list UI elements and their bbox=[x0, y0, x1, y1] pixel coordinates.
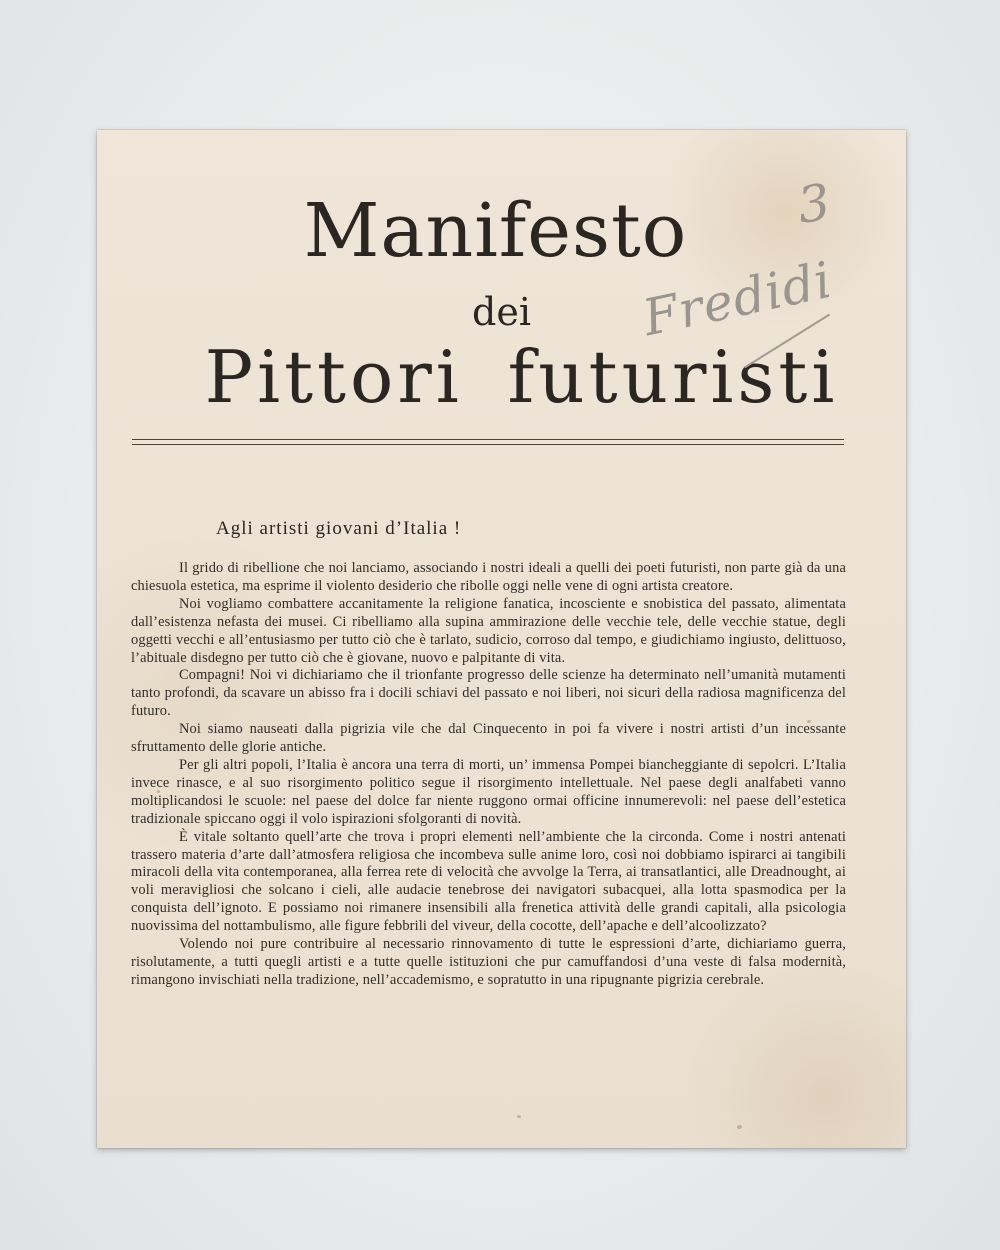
foxing-spot bbox=[517, 1115, 521, 1118]
foxing-spot bbox=[807, 720, 811, 723]
handwritten-number: 3 bbox=[794, 173, 834, 235]
paragraph: Il grido di ribellione che noi lanciamo, associando i nostri ideali a quelli dei poeti futuristi, non parte già da una chiesuola estetica, ma esprime il violento desiderio che ribolle oggi nelle vene di ogni artista creatore. bbox=[131, 560, 846, 594]
title-pittori-futuristi: Pittori futuristi bbox=[204, 335, 839, 419]
paragraph: Noi vogliamo combattere accanitamente la religione fanatica, incosciente e snobistica del passato, alimentata dall’esistenza nefasta dei musei. Ci ribelliamo alla supina ammirazione delle vecchie tele, delle vecchie statue, degli oggetti vecchi e all’entusiasmo per tutto ciò che è tarlato, sudicio, corroso dal tempo, e giudichiamo ingiusto, delittuoso, l’abituale disdegno per tutto ciò che è giovane, nuovo e palpitante di vita. bbox=[131, 595, 846, 666]
foxing-spot bbox=[157, 790, 160, 793]
paragraph: Noi siamo nauseati dalla pigrizia vile che dal Cinquecento in poi fa vivere i nostri artisti d’un incessante sfruttamento delle glorie antiche. bbox=[131, 721, 846, 756]
salutation: Agli artisti giovani d’Italia ! bbox=[216, 518, 462, 539]
manifesto-body bbox=[131, 560, 846, 990]
title-manifesto: Manifesto bbox=[303, 188, 688, 274]
foxing-spot bbox=[737, 1125, 742, 1129]
manifesto-sheet bbox=[97, 130, 906, 1148]
paragraph: Compagni! Noi vi dichiariamo che il trionfante progresso delle scienze ha determinato nell’umanità mutamenti tanto profondi, da scavare un abisso fra i docili schiavi del passato e noi liberi, noi sicuri della radiosa magnificenza del futuro. bbox=[131, 667, 846, 720]
title-dei: dei bbox=[472, 290, 531, 334]
double-rule-bottom bbox=[132, 444, 844, 445]
paragraph: Per gli altri popoli, l’Italia è ancora una terra di morti, un’ immensa Pompei biancheggiante di sepolcri. L’Italia invece rinasce, e al suo risorgimento politico segue il risorgimento intellettuale. Nel paese degli analfabeti vanno moltiplicandosi le scuole: nel paese del dolce far niente ruggono ormai officine innumerevoli: nel paese dell’estetica tradizionale spiccano oggi il volo ispirazioni sfolgoranti di novità. bbox=[131, 756, 846, 827]
paragraph: È vitale soltanto quell’arte che trova i propri elementi nell’ambiente che la circonda. Come i nostri antenati trassero materia d’arte dall’atmosfera religiosa che incombeva sulle anime loro, così noi dobbiamo ispirarci ai tangibili miracoli della vita contemporanea, alla ferrea rete di velocità che avvolge la Terra, ai transatlantici, alle Dreadnought, ai voli meravigliosi che solcano i cieli, alle audacie tenebrose dei navigatori subacquei, alla lotta spasmodica per la conquista dell’ignoto. E possiamo noi rimanere insensibili alla frenetica attività delle grandi capitali, alla psicologia nuovissima del nottambulismo, alle figure febbrili del viveur, della cocotte, dell’apache e dell’alcoolizzato? bbox=[131, 828, 846, 935]
handwritten-signature: Fredidi bbox=[638, 250, 838, 348]
double-rule-top bbox=[132, 439, 844, 440]
paragraph: Volendo noi pure contribuire al necessario rinnovamento di tutte le espressioni d’arte, dichiariamo guerra, risolutamente, a tutti quegli artisti e a tutte quelle istituzioni che pur camuffandosi d’una veste di falsa modernità, rimangono invischiati nella tradizione, nell’accademismo, e sopratutto in una ripugnante pigrizia cerebrale. bbox=[131, 936, 846, 988]
